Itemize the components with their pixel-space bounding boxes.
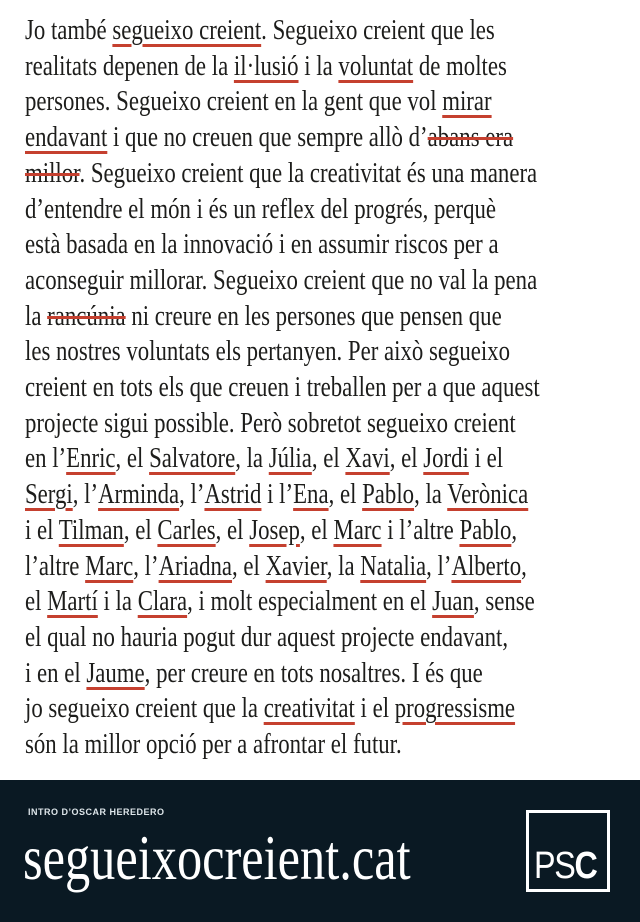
text-segment: persones. Segueixo creient en la gent que vol [25, 86, 443, 118]
psc-logo-text [534, 847, 598, 885]
text-segment: , el [123, 514, 158, 546]
text-segment: el [25, 586, 48, 618]
underlined-word: Tilman [58, 514, 124, 546]
underlined-word: Marc [333, 514, 382, 546]
text-segment: jo segueixo creient que la [25, 693, 264, 725]
text-line [25, 120, 640, 156]
text-line [25, 441, 640, 477]
struck-word: abans era [427, 122, 514, 154]
text-line [25, 192, 640, 228]
text-segment: , el [311, 443, 346, 475]
text-segment: i la [298, 50, 339, 82]
text-segment: , el [389, 443, 424, 475]
text-segment: , per creure en tots nosaltres. I és que [144, 657, 483, 689]
underlined-word: Josep [249, 514, 300, 546]
underlined-word: Alberto [451, 550, 522, 582]
text-segment: , [521, 550, 527, 582]
text-segment: , la [326, 550, 361, 582]
text-segment: de moltes [413, 50, 507, 82]
underlined-word: progressisme [394, 693, 516, 725]
text-segment: i que no creuen que sempre allò d’ [107, 122, 428, 154]
underlined-word: Salvatore [149, 443, 236, 475]
text-line [25, 477, 640, 513]
text-line [25, 13, 640, 49]
psc-logo-ps: PS [534, 845, 575, 887]
text-segment: , l’ [179, 479, 205, 511]
underlined-word: Sergi [25, 479, 73, 511]
text-segment: . Segueixo creient que les [261, 15, 495, 46]
underlined-word: Pablo [362, 479, 415, 511]
underlined-word: Arminda [98, 479, 180, 511]
text-segment: i la [97, 586, 138, 618]
text-line [25, 299, 640, 335]
text-segment: , la [235, 443, 269, 475]
struck-word: millor [25, 157, 80, 189]
underlined-word: Jordi [423, 443, 469, 475]
text-segment: projecte sigui possible. Però sobretot segueixo creient [25, 407, 516, 439]
text-segment: , l’ [133, 550, 159, 582]
text-segment: , sense [473, 586, 535, 618]
psc-logo [526, 810, 610, 892]
text-segment: i en el [25, 657, 87, 689]
underlined-word: Verònica [447, 479, 529, 511]
body-text [25, 13, 640, 763]
text-line [25, 370, 640, 406]
text-line [25, 549, 640, 585]
underlined-word: Pablo [459, 514, 512, 546]
text-segment: el qual no hauria pogut dur aquest projecte endavant, [25, 621, 509, 653]
text-line [25, 156, 640, 192]
text-segment: , l’ [426, 550, 452, 582]
text-segment: ni creure en les persones que pensen que [125, 300, 502, 332]
text-segment: l’altre [25, 550, 86, 582]
text-segment: , el [299, 514, 334, 546]
text-segment: d’entendre el món i és un reflex del progrés, perquè [25, 193, 497, 225]
underlined-word: Clara [137, 586, 188, 618]
text-line [25, 49, 640, 85]
footer-banner [0, 780, 640, 922]
underlined-word: il·lusió [233, 50, 299, 82]
text-segment: , el [115, 443, 150, 475]
text-segment: creient en tots els que creuen i treballen per a que aquest [25, 372, 540, 404]
underlined-word: voluntat [338, 50, 414, 82]
underlined-word: Xavi [345, 443, 390, 475]
text-segment: , i molt especialment en el [187, 586, 433, 618]
underlined-word: mirar [442, 86, 492, 118]
text-line [25, 620, 640, 656]
text-line [25, 263, 640, 299]
underlined-word: Juan [432, 586, 474, 618]
underlined-word: Jaume [86, 657, 145, 689]
text-segment: , la [414, 479, 448, 511]
underlined-word: Carles [157, 514, 216, 546]
text-segment: són la millor opció per a afrontar el futur. [25, 729, 402, 761]
struck-word: rancúnia [47, 300, 126, 332]
text-segment: , el [215, 514, 250, 546]
text-segment: i el [468, 443, 504, 475]
text-segment: i el [25, 514, 59, 546]
text-segment: les nostres voluntats els pertanyen. Per això segueixo [25, 336, 511, 368]
text-line [25, 656, 640, 692]
text-line [25, 334, 640, 370]
text-segment: i l’altre [381, 514, 460, 546]
text-line [25, 227, 640, 263]
text-segment: , [511, 514, 518, 546]
text-segment: Jo també [25, 15, 113, 46]
site-url: segueixocreient.cat [23, 823, 411, 893]
text-segment: i l’ [261, 479, 294, 511]
psc-logo-c: C [574, 845, 598, 887]
credit-text: INTRO D’OSCAR HEREDERO [28, 807, 165, 817]
text-segment: realitats depenen de la [25, 50, 234, 82]
text-line [25, 727, 640, 763]
underlined-word: Ena [293, 479, 329, 511]
text-segment: en l’ [25, 443, 67, 475]
underlined-word: segueixo creient [112, 15, 262, 46]
underlined-word: Enric [66, 443, 116, 475]
text-line [25, 584, 640, 620]
text-segment: , l’ [72, 479, 99, 511]
text-segment: aconseguir millorar. Segueixo creient que no val la pena [25, 264, 538, 296]
underlined-word: Martí [47, 586, 98, 618]
underlined-word: Xavier [265, 550, 327, 582]
underlined-word: endavant [25, 122, 108, 154]
text-segment: , el [232, 550, 266, 582]
text-line [25, 513, 640, 549]
underlined-word: Marc [85, 550, 134, 582]
text-segment: , el [328, 479, 363, 511]
text-segment: està basada en la innovació i en assumir riscos per a [25, 229, 499, 261]
text-segment: la [25, 300, 48, 332]
text-segment: . Segueixo creient que la creativitat és una manera [79, 157, 538, 189]
text-line [25, 691, 640, 727]
text-line [25, 84, 640, 120]
underlined-word: Astrid [204, 479, 262, 511]
text-line [25, 406, 640, 442]
underlined-word: Natalia [360, 550, 427, 582]
text-segment: i el [354, 693, 395, 725]
underlined-word: Júlia [268, 443, 312, 475]
underlined-word: creativitat [263, 693, 355, 725]
underlined-word: Ariadna [158, 550, 233, 582]
